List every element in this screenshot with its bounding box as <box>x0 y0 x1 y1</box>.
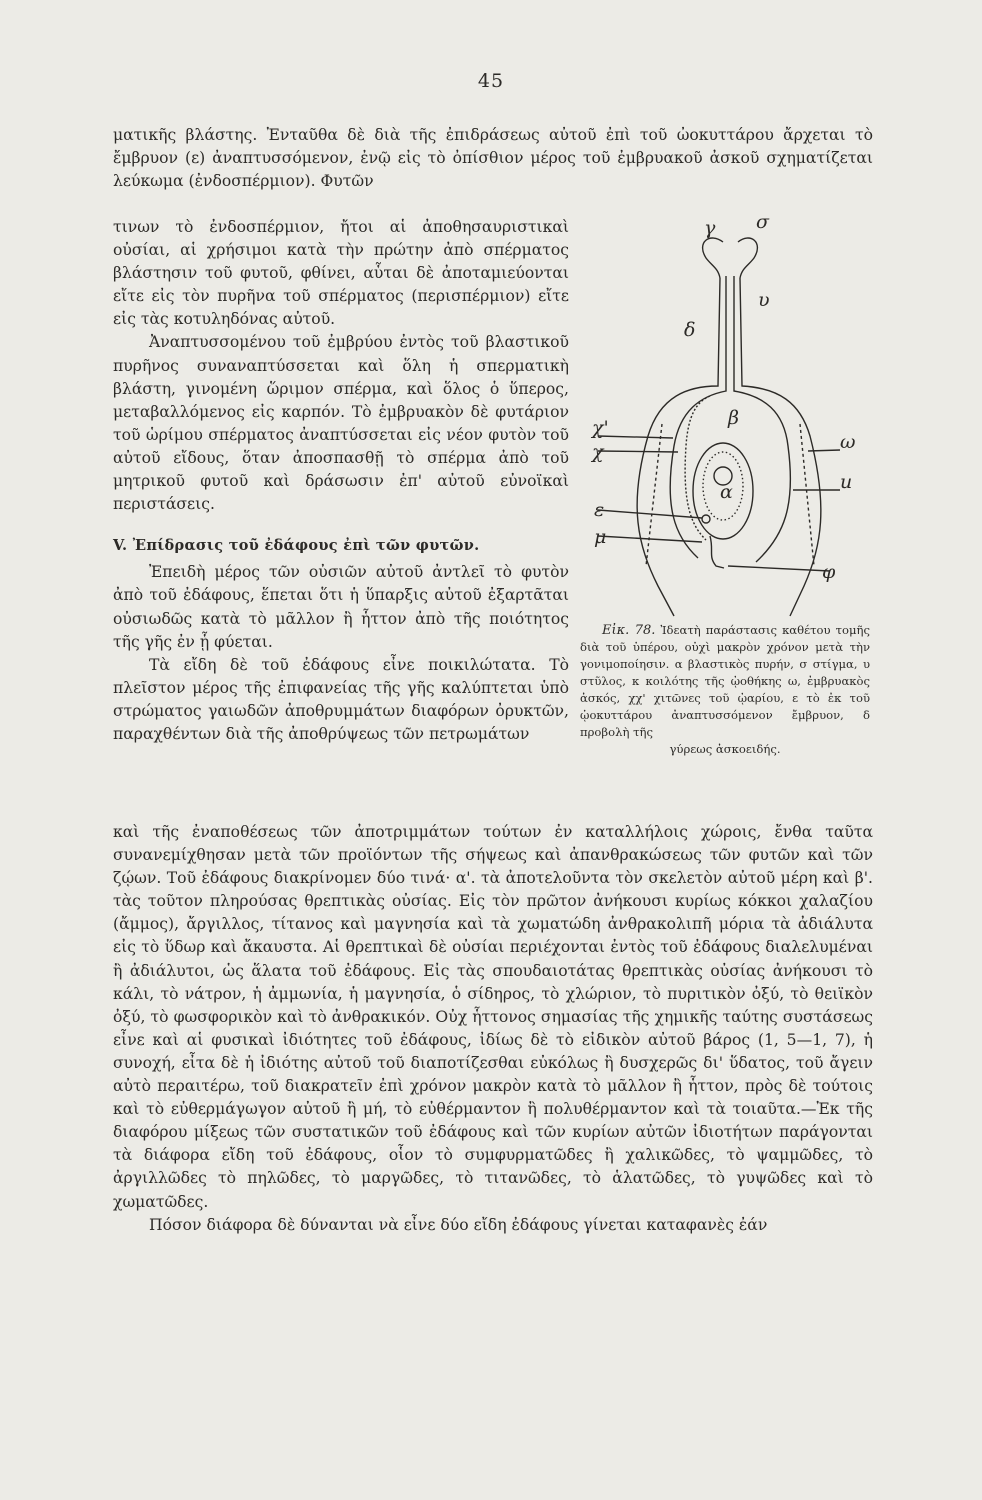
figure-caption <box>580 622 870 758</box>
pistil-section-figure <box>578 206 878 626</box>
caption-text: Ἰδεατὴ παράστασις καθέτου τομῆς διὰ τοῦ ὑπέρου, οὐχὶ μακρὸν χρόνον μετὰ τὴν γονιμοποίησιν. α βλαστικὸς πυρήν, σ στίγμα, υ στῦλος, κ κοιλότης τῆς ᾠοθήκης ω, ἐμβρυακὸς ἀσκός, χχ' χιτῶνες τοῦ ᾠαρίου, ε τὸ ἐκ τοῦ ᾠοκυττάρου ἀναπτυσσόμενον ἔμβρυον, δ προβολὴ τῆς <box>580 623 870 739</box>
label-chi-prime: χ' <box>592 417 609 439</box>
paragraph-embryo-development: Ἀναπτυσσομένου τοῦ ἐμβρύου ἐντὸς τοῦ βλαστικοῦ πυρῆνος συναναπτύσσεται καὶ ὅλη ἡ σπερματικὴ βλάστη, γινομένη ὥριμον σπέρμα, καὶ ὅλος ὁ ὕπερος, μεταβαλλόμενος εἰς καρπόν. Τὸ ἐμβρυακὸν δὲ φυτάριον τοῦ ὡρίμου σπέρματος ἀναπτύσσεται εἰς νέον φυτὸν τοῦ αὐτοῦ εἴδους, ὅταν ἀποσπασθῇ τὸ σπέρμα ἀπὸ τοῦ μητρικοῦ φυτοῦ καὶ δράσωσιν ἐπ' αὐτοῦ εὐνοϊκαὶ περιστάσεις. <box>113 333 569 514</box>
paragraph-endosperm: τινων τὸ ἐνδοσπέρμιον, ἤτοι αἱ ἀποθησαυριστικαὶ οὐσίαι, αἱ χρήσιμοι κατὰ τὴν πρώτην ἀπὸ σπέρματος βλάστησιν τοῦ φυτοῦ, φθίνει, αὗται δὲ ἀποταμιεύονται εἴτε εἰς τὸν πυρῆνα τοῦ σπέρματος (περισπέρμιον) εἴτε εἰς τὰς κοτυληδόνας αὐτοῦ. <box>113 218 569 329</box>
label-alpha: α <box>720 481 733 503</box>
left-column <box>113 216 569 746</box>
caption-last-line: γύρεως ἀσκοειδής. <box>669 742 781 756</box>
label-beta: β <box>728 407 739 429</box>
label-upsilon: υ <box>758 289 770 311</box>
page-number: 45 <box>477 70 505 92</box>
top-paragraph: ματικῆς βλάστης. Ἐνταῦθα δὲ διὰ τῆς ἐπιδράσεως αὐτοῦ ἐπὶ τοῦ ὠοκυττάρου ἄρχεται τὸ ἔμβρυον (ε) ἀναπτυσσόμενον, ἐνῷ εἰς τὸ ὀπίσθιον μέρος τοῦ ἐμβρυακοῦ ἀσκοῦ σχηματίζεται λεύκωμα (ἐνδοσπέρμιον). Φυτῶν <box>113 126 873 191</box>
paragraph-soil-difference: Πόσον διάφορα δὲ δύνανται νὰ εἶνε δύο εἴδη ἐδάφους γίνεται καταφανὲς ἐάν <box>149 1215 768 1234</box>
paragraph-soil-composition: καὶ τῆς ἐναποθέσεως τῶν ἀποτριμμάτων τούτων ἐν καταλλήλοις χώροις, ἔνθα ταῦτα συνανεμίχθησαν μετὰ τῶν προϊόντων τῆς σήψεως καὶ ἀπανθρακώσεως τῶν φυτῶν καὶ τῶν ζῴων. Τοῦ ἐδάφους διακρίνομεν δύο τινά· α'. τὰ ἀποτελοῦντα τὸν σκελετὸν αὐτοῦ μέρη καὶ β'. τὰς τοῦτον πληρούσας θρεπτικὰς οὐσίας. Εἰς τὸν πρῶτον ἀνήκουσι κυρίως κόκκοι χαλαζίου (ἄμμος), ἄργιλλος, τίτανος καὶ μαγνησία καὶ τὰ χωματώδη ἀνθρακολιπῆ μόρια τὰ ἀδιάλυτα εἰς τὸ ὕδωρ καὶ ἄκαυστα. Αἱ θρεπτικαὶ δὲ οὐσίαι περιέχονται ἐντὸς τοῦ ἐδάφους διαλελυμέναι ἢ ἀδιάλυτοι, ὡς ἅλατα τοῦ ἐδάφους. Εἰς τὰς σπουδαιοτάτας θρεπτικὰς οὐσίας ἀνήκουσι τὸ κάλι, τὸ νάτρον, ἡ ἀμμωνία, ἡ μαγνησία, ὁ σίδηρος, τὸ χλώριον, τὸ πυριτικὸν ὀξύ, τὸ θειϊκὸν ὀξύ, τὸ φωσφορικὸν καὶ τὸ ἀνθρακικόν. Οὐχ ἧττονος σημασίας τῆς χημικῆς ταύτης συστάσεως εἶνε καὶ αἱ φυσικαὶ ἰδιότητες τοῦ ἐδάφους, ἰδίως δὲ τὸ εἰδικὸν αὐτοῦ βάρος (1, 5—1, 7), ἡ συνοχή, εἶτα δὲ ἡ ἰδιότης αὐτοῦ τοῦ διαποτίζεσθαι εὐκόλως ἢ δυσχερῶς δι' ὕδατος, τοῦ ἄγειν αὐτὸ περαιτέρω, τοῦ διακρατεῖν ἐπὶ χρόνον μακρὸν κατὰ τὸ μᾶλλον ἢ ἧττον, πρὸς δὲ τούτοις καὶ τὸ εὐθερμάγωγον αὐτοῦ ἢ μή, τὸ εὐθέρμαντον ἢ πολυθέρμαντον καὶ τὰ τοιαῦτα.—Ἐκ τῆς διαφόρου μίξεως τῶν συστατικῶν τοῦ ἐδάφους καὶ τῶν κυρίων αὐτῶν ἰδιοτήτων παράγονται τὰ διάφορα εἴδη τοῦ ἐδάφους, οἷον τὸ συμφυρματῶδες ἢ χαλικῶδες, τὸ ψαμμῶδες, τὸ ἀργιλλῶδες τὸ πηλῶδες, τὸ μαργῶδες, τὸ τιτανῶδες, τὸ ἁλατῶδες, τὸ γυψῶδες καὶ τὸ χωματῶδες. <box>113 823 873 1211</box>
label-omega: ω <box>840 431 856 453</box>
figure-reference: Εἰκ. 78. <box>602 623 656 638</box>
lower-text-block <box>113 821 873 1237</box>
top-paragraph-block <box>113 124 873 193</box>
label-gamma: γ <box>704 217 716 239</box>
label-sigma: σ <box>756 211 769 233</box>
label-u: u <box>840 471 853 493</box>
label-chi: χ <box>592 441 604 463</box>
label-phi: φ <box>822 561 836 583</box>
pistil-section-drawing <box>578 206 878 626</box>
label-epsilon: ε <box>594 499 605 521</box>
paragraph-soil-dependence: Ἐπειδὴ μέρος τῶν οὐσιῶν αὐτοῦ ἀντλεῖ τὸ φυτὸν ἀπὸ τοῦ ἐδάφους, ἕπεται ὅτι ἡ ὕπαρξις αὐτοῦ ἐξαρτᾶται οὐσιωδῶς κατὰ τὸ μᾶλλον ἢ ἧττον ἀπὸ τῆς ποιότητος τῆς γῆς ἐν ᾗ φύεται. <box>113 563 569 651</box>
paragraph-soil-types: Τὰ εἴδη δὲ τοῦ ἐδάφους εἶνε ποικιλώτατα. Τὸ πλεῖστον μέρος τῆς ἐπιφανείας τῆς γῆς καλύπτεται ὑπὸ στρώματος γαιωδῶν ἀποθρυμμάτων διαφόρων ὀρυκτῶν, παραχθέντων διὰ τῆς ἀποθρύψεως τῶν πετρωμάτων <box>113 655 569 743</box>
section-heading: V. Ἐπίδρασις τοῦ ἐδάφους ἐπὶ τῶν φυτῶν. <box>113 537 480 555</box>
label-delta: δ <box>684 319 696 341</box>
label-mu: μ <box>594 526 607 548</box>
